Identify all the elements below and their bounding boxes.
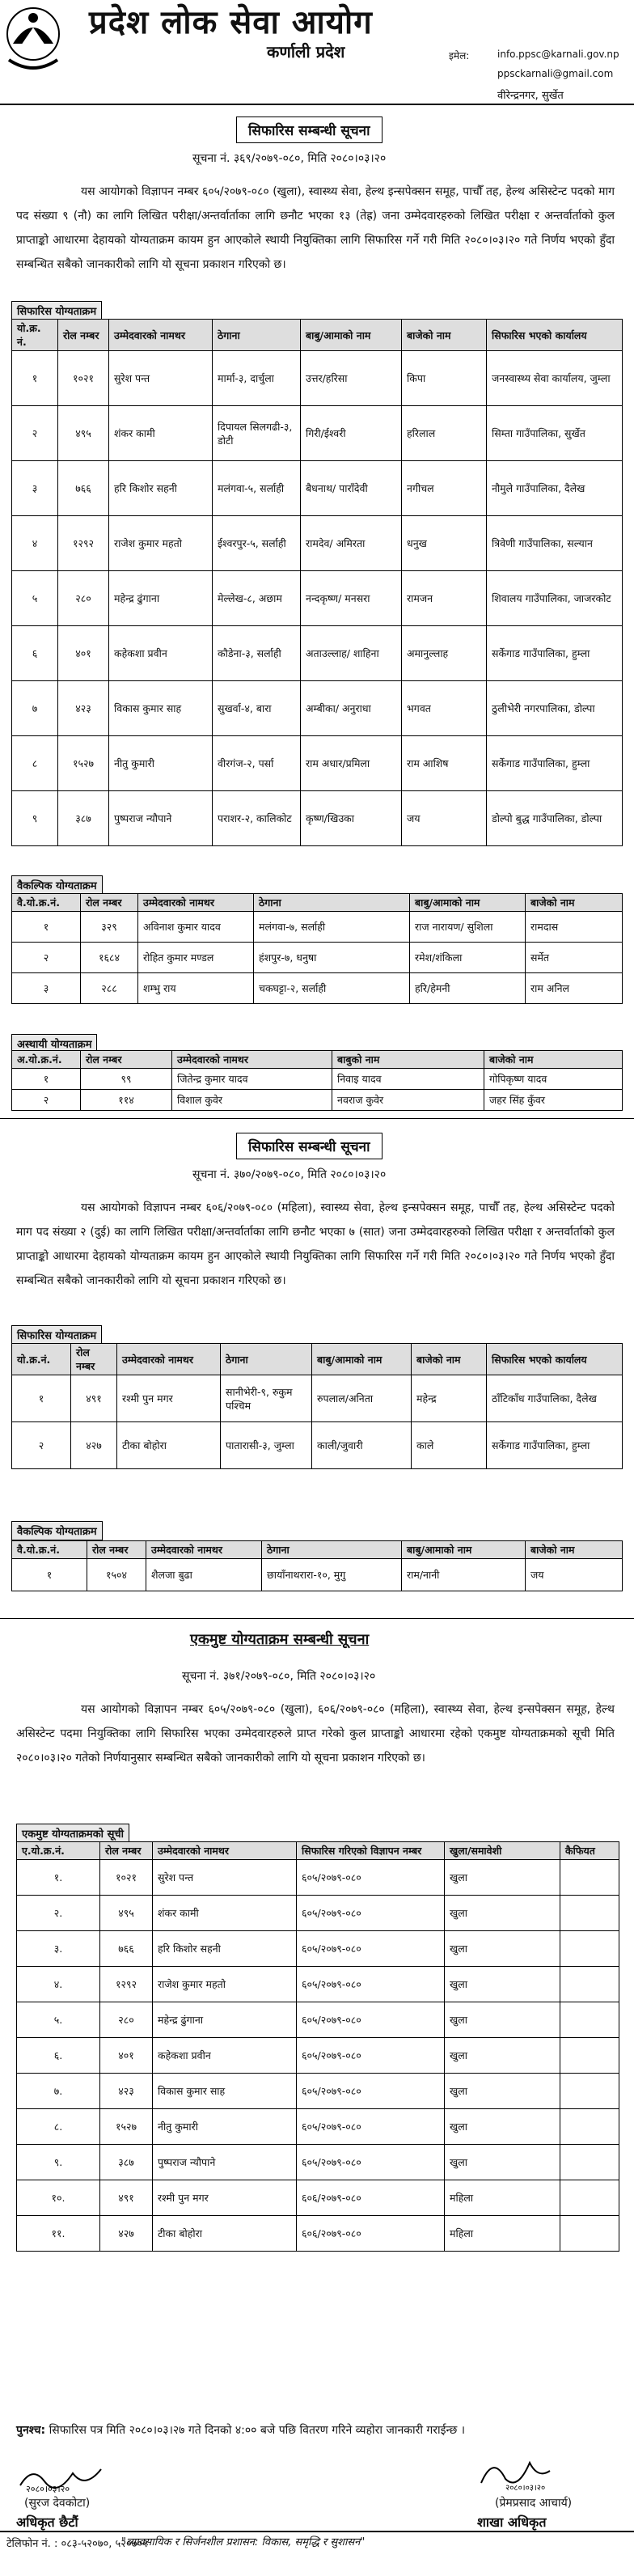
table-cell: सर्केगाड गाउँपालिका, हुम्ला: [487, 626, 623, 681]
notice2-alt-heading: वैकल्पिक योग्यताक्रम: [11, 1521, 103, 1540]
table-cell: ४: [12, 516, 58, 571]
table-cell: पुष्पराज न्यौपाने: [153, 2145, 297, 2180]
table-cell: जय: [526, 1559, 623, 1591]
table-cell: अविनाश कुमार यादव: [138, 912, 254, 943]
table-cell: पुष्पराज न्यौपाने: [109, 791, 213, 846]
table-cell: ७६६: [58, 461, 109, 516]
col-header: ठेगाना: [221, 1344, 312, 1375]
table-cell: शंकर कामी: [153, 1896, 297, 1931]
notice3-list-table: [16, 1841, 619, 2252]
table-cell: जहर सिंह कुँवर: [484, 1090, 623, 1111]
table-cell: जितेन्द्र कुमार यादव: [172, 1069, 332, 1090]
org-name: प्रदेश लोक सेवा आयोग: [89, 4, 373, 41]
table-cell: नीतु कुमारी: [153, 2109, 297, 2145]
table-cell: [560, 1860, 619, 1896]
table-cell: १: [12, 351, 58, 406]
notice2-title: सिफारिस सम्बन्धी सूचना: [236, 1133, 383, 1159]
table-row: [12, 943, 623, 973]
table-cell: १०.: [17, 2180, 100, 2216]
table-row: [12, 461, 623, 516]
table-row: [17, 1860, 619, 1896]
table-cell: अताउल्लाह/ शाहिना: [301, 626, 402, 681]
table-cell: बैधनाथ/ पाराँदेवी: [301, 461, 402, 516]
table-cell: [560, 1896, 619, 1931]
table-cell: ३२९: [81, 912, 138, 943]
table-cell: ३८७: [100, 2145, 153, 2180]
table-cell: ३: [12, 973, 81, 1004]
table-cell: नन्दकृष्ण/ मनसरा: [301, 571, 402, 626]
table-cell: गोपिकृष्ण यादव: [484, 1069, 623, 1090]
table-cell: निवाइ यादव: [332, 1069, 484, 1090]
col-header: बाजेको नाम: [526, 1541, 623, 1559]
table-cell: अम्बीका/ अनुराधा: [301, 681, 402, 736]
col-header: बाबु/आमाको नाम: [312, 1344, 412, 1375]
col-header: बाजेको नाम: [402, 320, 487, 351]
table-row: [12, 912, 623, 943]
table-cell: डोल्पो बुद्ध गाउँपालिका, डोल्पा: [487, 791, 623, 846]
col-header: ठेगाना: [213, 320, 301, 351]
table-row: [12, 681, 623, 736]
table-cell: ६०५/२०७९-०८०: [297, 1896, 445, 1931]
col-header: ठेगाना: [262, 1541, 402, 1559]
col-header: अ.यो.क्र.नं.: [12, 1051, 81, 1069]
footer-phone: टेलिफोन नं. : ०८३-५२०७०, ५२०७०१: [6, 2538, 149, 2550]
notice1-alt-heading: वैकल्पिक योग्यताक्रम: [11, 875, 103, 895]
table-cell: ११४: [81, 1090, 172, 1111]
notice1-temp-heading: अस्थायी योग्यताक्रम: [11, 1034, 97, 1053]
table-cell: महेन्द्र ढुंगाना: [109, 571, 213, 626]
table-cell: छायाँनाथरारा-१०, मुगु: [262, 1559, 402, 1591]
table-cell: शैलजा बुढा: [146, 1559, 262, 1591]
table-cell: ठुलीभेरी नगरपालिका, डोल्पा: [487, 681, 623, 736]
notice3-ref: सूचना नं. ३७१/२०७९-०८०, मिति २०८०।०३।२०: [182, 1670, 376, 1683]
table-cell: रश्मी पुन मगर: [117, 1375, 221, 1422]
email-label: इमेल:: [449, 50, 470, 61]
svg-text:२०८०।०३।२०: २०८०।०३।२०: [26, 2484, 70, 2493]
table-row: [12, 351, 623, 406]
signatory-right-title: शाखा अधिकृत: [477, 2515, 547, 2530]
footer-slogan: "व्यावसायिक र सिर्जनशील प्रशासन: विकास, समृद्धि र सुशासन": [121, 2536, 366, 2548]
table-cell: ६०५/२०७९-०८०: [297, 2109, 445, 2145]
table-cell: राम अनिल: [526, 973, 623, 1004]
table-cell: ४२७: [71, 1422, 117, 1469]
divider: [0, 1118, 634, 1119]
table-cell: ४२३: [100, 2074, 153, 2109]
table-cell: कहेकशा प्रवीन: [109, 626, 213, 681]
table-cell: शंकर कामी: [109, 406, 213, 461]
table-cell: चकघट्टा-२, सर्लाही: [254, 973, 410, 1004]
table-cell: नौमुले गाउँपालिका, दैलेख: [487, 461, 623, 516]
table-cell: दिपायल सिलगढी-३, डोटी: [213, 406, 301, 461]
table-cell: [560, 2002, 619, 2038]
notice1-alt-table: [11, 893, 623, 1004]
table-cell: हंशपुर-७, धनुषा: [254, 943, 410, 973]
table-cell: १५०४: [87, 1559, 146, 1591]
col-header: सिफारिस भएको कार्यालय: [487, 1344, 623, 1375]
table-row: [17, 1967, 619, 2002]
table-cell: हरि/हेमनी: [410, 973, 526, 1004]
col-header: उम्मेदवारको नामथर: [172, 1051, 332, 1069]
table-cell: रोहित कुमार मण्डल: [138, 943, 254, 973]
table-cell: २: [12, 406, 58, 461]
table-row: [12, 571, 623, 626]
table-cell: १६८४: [81, 943, 138, 973]
signature-right-icon: [473, 2455, 554, 2492]
col-header: रोल नम्बर: [58, 320, 109, 351]
table-cell: ६०५/२०७९-०८०: [297, 2074, 445, 2109]
table-cell: जनस्वास्थ्य सेवा कार्यालय, जुम्ला: [487, 351, 623, 406]
table-cell: ६०५/२०७९-०८०: [297, 2145, 445, 2180]
table-cell: रमेश/शंकिला: [410, 943, 526, 973]
table-cell: ४०१: [100, 2038, 153, 2074]
col-header: ए.यो.क्र.नं.: [17, 1842, 100, 1860]
table-cell: हरि किशोर सहनी: [153, 1931, 297, 1967]
table-cell: मलंगवा-५, सर्लाही: [213, 461, 301, 516]
signatory-left-title: अधिकृत छैटौं: [16, 2515, 78, 2530]
table-cell: सर्केगाड गाउँपालिका, हुम्ला: [487, 736, 623, 791]
notice1-main-heading: सिफारिस योग्यताक्रम: [11, 301, 102, 320]
table-cell: ४९१: [71, 1375, 117, 1422]
col-header: उम्मेदवारको नामथर: [153, 1842, 297, 1860]
table-cell: महिला: [445, 2216, 560, 2252]
table-cell: सुरेश पन्त: [153, 1860, 297, 1896]
table-cell: ४०१: [58, 626, 109, 681]
table-cell: १५२७: [100, 2109, 153, 2145]
svg-text:२०८०।०३।२०: २०८०।०३।२०: [505, 2484, 546, 2492]
notice2-alt-table: [11, 1540, 623, 1591]
col-header: उम्मेदवारको नामथर: [109, 320, 213, 351]
table-row: [12, 406, 623, 461]
table-cell: ५: [12, 571, 58, 626]
table-cell: रुपलाल/अनिता: [312, 1375, 412, 1422]
table-row: [17, 2074, 619, 2109]
table-cell: राजेश कुमार महतो: [153, 1967, 297, 2002]
table-cell: १: [12, 912, 81, 943]
table-cell: राम अधार/प्रमिला: [301, 736, 402, 791]
table-cell: ३८७: [58, 791, 109, 846]
table-cell: राज नारायण/ सुशिला: [410, 912, 526, 943]
table-cell: १.: [17, 1860, 100, 1896]
table-cell: ८.: [17, 2109, 100, 2145]
table-row: [17, 1931, 619, 1967]
table-cell: खुला: [445, 2074, 560, 2109]
table-cell: [560, 2038, 619, 2074]
letterhead: [0, 0, 634, 105]
province-name: कर्णाली प्रदेश: [267, 42, 345, 61]
table-cell: जय: [402, 791, 487, 846]
table-cell: सुखर्वा-४, बारा: [213, 681, 301, 736]
col-header: बाजेको नाम: [526, 894, 623, 912]
table-cell: ६०६/२०७९-०८०: [297, 2216, 445, 2252]
table-cell: २: [12, 943, 81, 973]
table-cell: ६: [12, 626, 58, 681]
table-cell: [560, 1967, 619, 2002]
notice3-list-heading: एकमुष्ट योग्यताक्रमको सूची: [16, 1824, 129, 1843]
table-cell: १: [12, 1559, 87, 1591]
table-cell: त्रिवेणी गाउँपालिका, सल्यान: [487, 516, 623, 571]
table-cell: ६०५/२०७९-०८०: [297, 2038, 445, 2074]
col-header: यो.क्र. नं.: [12, 320, 58, 351]
table-row: [12, 736, 623, 791]
table-cell: कहेकशा प्रवीन: [153, 2038, 297, 2074]
table-cell: ८: [12, 736, 58, 791]
col-header: रोल नम्बर: [81, 1051, 172, 1069]
table-cell: खुला: [445, 1931, 560, 1967]
table-cell: काले: [412, 1422, 487, 1469]
table-cell: ६०५/२०७९-०८०: [297, 1967, 445, 2002]
table-cell: उत्तर/हरिसा: [301, 351, 402, 406]
table-cell: ४९५: [58, 406, 109, 461]
notice3-title: एकमुष्ट योग्यताक्रम सम्बन्धी सूचना: [190, 1631, 370, 1648]
col-header: रोल नम्बर: [81, 894, 138, 912]
col-header: उम्मेदवारको नामथर: [117, 1344, 221, 1375]
table-cell: मलंगवा-७, सर्लाही: [254, 912, 410, 943]
table-cell: ठाँटिकाँध गाउँपालिका, दैलेख: [487, 1375, 623, 1422]
email-2: ppsckarnali@gmail.com: [497, 68, 614, 79]
table-cell: विशाल कुवेर: [172, 1090, 332, 1111]
table-row: [12, 1422, 623, 1469]
postscript-label: पुनश्च:: [16, 2424, 46, 2437]
table-cell: महेन्द्र ढुंगाना: [153, 2002, 297, 2038]
table-cell: ९: [12, 791, 58, 846]
table-cell: राम/नानी: [402, 1559, 526, 1591]
table-cell: रामदास: [526, 912, 623, 943]
signature-left-icon: [16, 2461, 105, 2493]
table-row: [17, 2216, 619, 2252]
table-cell: कौडेना-३, सर्लाही: [213, 626, 301, 681]
table-row: [17, 2180, 619, 2216]
table-cell: मार्मा-३, दार्चुला: [213, 351, 301, 406]
table-row: [12, 626, 623, 681]
table-cell: हरि किशोर सहनी: [109, 461, 213, 516]
table-cell: ४२३: [58, 681, 109, 736]
col-header: ठेगाना: [254, 894, 410, 912]
table-cell: ३: [12, 461, 58, 516]
table-cell: १: [12, 1375, 71, 1422]
signatory-left-name: (सुरज देवकोटा): [24, 2497, 91, 2510]
notice1-main-table: [11, 319, 623, 846]
table-cell: ६०५/२०७९-०८०: [297, 1860, 445, 1896]
notice3-body: यस आयोगको विज्ञापन नम्बर ६०५/२०७९-०८० (खुला), ६०६/२०७९-०८० (महिला), स्वास्थ्य सेवा, हेल्थ इन्सपेक्सन समूह, हेल्थ असिस्टेन्ट पदमा नियुक्तिका लागि सिफारिस भएका उम्मेदवारहरुले प्राप्त गरेको कुल प्राप्ताङ्को आधारमा रहेको एकमुष्ट योग्यताक्रमको सूची मिति २०८०।०३।२० गतेको निर्णयानुसार सम्बन्धित सबैको जानकारीको लागि यो सूचना प्रकाशन गरिएको छ।: [16, 1703, 615, 1765]
table-cell: १२९२: [58, 516, 109, 571]
col-header: यो.क्र.नं.: [12, 1344, 71, 1375]
table-cell: धनुख: [402, 516, 487, 571]
table-cell: राजेश कुमार महतो: [109, 516, 213, 571]
table-cell: विकास कुमार साह: [153, 2074, 297, 2109]
table-cell: ११.: [17, 2216, 100, 2252]
col-header: रोल नम्बर: [87, 1541, 146, 1559]
table-row: [12, 1069, 623, 1090]
col-header: रोल नम्बर: [71, 1344, 117, 1375]
col-header: खुला/समावेशी: [445, 1842, 560, 1860]
table-cell: ७: [12, 681, 58, 736]
table-cell: खुला: [445, 1896, 560, 1931]
table-cell: पातारासी-३, जुम्ला: [221, 1422, 312, 1469]
table-cell: वीरगंज-२, पर्सा: [213, 736, 301, 791]
table-cell: ६०५/२०७९-०८०: [297, 1931, 445, 1967]
signatory-right-name: (प्रेमप्रसाद आचार्य): [495, 2497, 573, 2510]
table-cell: २: [12, 1090, 81, 1111]
table-cell: ६०५/२०७९-०८०: [297, 2002, 445, 2038]
table-row: [12, 1375, 623, 1422]
table-cell: रामदेव/ अमिरता: [301, 516, 402, 571]
table-cell: १२९२: [100, 1967, 153, 2002]
notice1-temp-table: [11, 1050, 623, 1111]
table-cell: भगवत: [402, 681, 487, 736]
table-row: [12, 973, 623, 1004]
col-header: बाबु/आमाको नाम: [301, 320, 402, 351]
table-cell: ९.: [17, 2145, 100, 2180]
table-row: [17, 1896, 619, 1931]
col-header: बाबु/आमाको नाम: [402, 1541, 526, 1559]
table-row: [17, 2038, 619, 2074]
email-1: info.ppsc@karnali.gov.np: [497, 49, 619, 60]
col-header: रोल नम्बर: [100, 1842, 153, 1860]
col-header: वै.यो.क्र.नं.: [12, 1541, 87, 1559]
table-cell: राम आशिष: [402, 736, 487, 791]
table-cell: हरिलाल: [402, 406, 487, 461]
table-cell: गिरी/ईश्वरी: [301, 406, 402, 461]
table-cell: रामजन: [402, 571, 487, 626]
table-row: [12, 791, 623, 846]
table-row: [17, 2002, 619, 2038]
table-cell: १०२१: [100, 1860, 153, 1896]
table-cell: [560, 2109, 619, 2145]
table-cell: पराशर-२, कालिकोट: [213, 791, 301, 846]
table-cell: १: [12, 1069, 81, 1090]
table-cell: सिम्ता गाउँपालिका, सुर्खेत: [487, 406, 623, 461]
table-cell: किपा: [402, 351, 487, 406]
table-cell: टीका बोहोरा: [117, 1422, 221, 1469]
table-row: [12, 1559, 623, 1591]
notice2-main-table: [11, 1343, 623, 1469]
table-cell: महेन्द्र: [412, 1375, 487, 1422]
notice2-main-heading: सिफारिस योग्यताक्रम: [11, 1325, 102, 1345]
table-cell: खुला: [445, 2109, 560, 2145]
col-header: बाबुको नाम: [332, 1051, 484, 1069]
table-cell: ४.: [17, 1967, 100, 2002]
postscript: [16, 2419, 615, 2442]
table-cell: खुला: [445, 1967, 560, 2002]
notice1-body: यस आयोगको विज्ञापन नम्बर ६०५/२०७९-०८० (खुला), स्वास्थ्य सेवा, हेल्थ इन्सपेक्सन समूह, पाचौँ तह, हेल्थ असिस्टेन्ट पदको माग पद संख्या ९ (नौ) का लागि लिखित परीक्षा/अन्तर्वार्ताका लागि छनौट भएका १३ (तेह्र) जना उम्मेदवारहरुको लिखित परीक्षा र अन्तर्वार्ताको कुल प्राप्ताङ्को आधारमा देहायको योग्यताक्रम कायम हुन आएकोले स्थायी नियुक्तिका लागि सिफारिस गर्ने गरी मिति २०८०।०३।२० गते निर्णय भएको हुँदा सम्बन्धित सबैको जानकारीको लागि यो सूचना प्रकाशन गरिएको छ।: [16, 185, 615, 271]
table-cell: ४९५: [100, 1896, 153, 1931]
col-header: बाबु/आमाको नाम: [410, 894, 526, 912]
notice2-body: यस आयोगको विज्ञापन नम्बर ६०६/२०७९-०८० (महिला), स्वास्थ्य सेवा, हेल्थ इन्सपेक्सन समूह, पाचौँ तह, हेल्थ असिस्टेन्ट पदको माग पद संख्या २ (दुई) का लागि लिखित परीक्षा/अन्तर्वार्ताका लागि छनौट भएका ७ (सात) जना उम्मेदवारहरुको लिखित परीक्षा र अन्तर्वार्ताको कुल प्राप्ताङ्को आधारमा देहायको योग्यताक्रम कायम हुन आएकोले स्थायी नियुक्तिका लागि सिफारिस गर्ने गरी मिति २०८०।०३।२० गते निर्णय भएको हुँदा सम्बन्धित सबैको जानकारीको लागि यो सूचना प्रकाशन गरिएको छ।: [16, 1201, 615, 1287]
table-cell: मेल्लेख-८, अछाम: [213, 571, 301, 626]
address: वीरेन्द्रनगर, सुर्खेत: [497, 90, 564, 102]
table-cell: [560, 2074, 619, 2109]
table-cell: खुला: [445, 2145, 560, 2180]
table-cell: २८८: [81, 973, 138, 1004]
table-row: [17, 2145, 619, 2180]
nepal-emblem-icon: [5, 3, 61, 74]
table-cell: ३.: [17, 1931, 100, 1967]
table-cell: ४९१: [100, 2180, 153, 2216]
table-row: [12, 1090, 623, 1111]
table-cell: ५.: [17, 2002, 100, 2038]
table-cell: खुला: [445, 2038, 560, 2074]
footer-divider: [0, 2531, 634, 2532]
table-cell: टीका बोहोरा: [153, 2216, 297, 2252]
table-cell: ६०६/२०७९-०८०: [297, 2180, 445, 2216]
table-cell: [560, 2216, 619, 2252]
postscript-text: सिफारिस पत्र मिति २०८०।०३।२७ गते दिनको ४:०० बजे पछि वितरण गरिने व्यहोरा जानकारी गराईन्छ ।: [49, 2424, 466, 2437]
table-cell: नगीचल: [402, 461, 487, 516]
table-cell: २.: [17, 1896, 100, 1931]
table-cell: खुला: [445, 2002, 560, 2038]
table-row: [12, 516, 623, 571]
table-cell: ७.: [17, 2074, 100, 2109]
table-cell: काली/जुवारी: [312, 1422, 412, 1469]
col-header: बाजेको नाम: [412, 1344, 487, 1375]
table-row: [17, 2109, 619, 2145]
col-header: सिफारिस गरिएको विज्ञापन नम्बर: [297, 1842, 445, 1860]
notice1-ref: सूचना नं. ३६९/२०७९-०८०, मिति २०८०।०३।२०: [192, 152, 387, 165]
header-divider: [0, 104, 634, 105]
col-header: सिफारिस भएको कार्यालय: [487, 320, 623, 351]
col-header: वै.यो.क्र.नं.: [12, 894, 81, 912]
table-cell: ७६६: [100, 1931, 153, 1967]
table-cell: सर्मेत: [526, 943, 623, 973]
col-header: बाजेको नाम: [484, 1051, 623, 1069]
table-cell: नीतु कुमारी: [109, 736, 213, 791]
table-cell: ४२७: [100, 2216, 153, 2252]
table-cell: महिला: [445, 2180, 560, 2216]
table-cell: [560, 1931, 619, 1967]
table-cell: सानीभेरी-९, रुकुम पश्चिम: [221, 1375, 312, 1422]
table-cell: ईश्वरपुर-५, सर्लाही: [213, 516, 301, 571]
table-cell: [560, 2180, 619, 2216]
divider: [0, 1618, 634, 1619]
table-cell: विकास कुमार साह: [109, 681, 213, 736]
notice2-ref: सूचना नं. ३७०/२०७९-०८०, मिति २०८०।०३।२०: [192, 1168, 387, 1181]
table-cell: २८०: [100, 2002, 153, 2038]
table-cell: रश्मी पुन मगर: [153, 2180, 297, 2216]
table-cell: नवराज कुवेर: [332, 1090, 484, 1111]
notice1-title: सिफारिस सम्बन्धी सूचना: [236, 117, 383, 143]
col-header: उम्मेदवारको नामथर: [146, 1541, 262, 1559]
table-cell: सर्केगाड गाउँपालिका, हुम्ला: [487, 1422, 623, 1469]
table-cell: २: [12, 1422, 71, 1469]
table-cell: खुला: [445, 1860, 560, 1896]
table-cell: ९९: [81, 1069, 172, 1090]
table-cell: [560, 2145, 619, 2180]
table-cell: २८०: [58, 571, 109, 626]
table-cell: सुरेश पन्त: [109, 351, 213, 406]
table-cell: १०२१: [58, 351, 109, 406]
col-header: कैफियत: [560, 1842, 619, 1860]
table-cell: अमानुल्लाह: [402, 626, 487, 681]
table-cell: शिवालय गाउँपालिका, जाजरकोट: [487, 571, 623, 626]
table-cell: कृष्ण/खिउका: [301, 791, 402, 846]
table-cell: ६.: [17, 2038, 100, 2074]
table-cell: १५२७: [58, 736, 109, 791]
table-cell: शम्भु राय: [138, 973, 254, 1004]
col-header: उम्मेदवारको नामथर: [138, 894, 254, 912]
